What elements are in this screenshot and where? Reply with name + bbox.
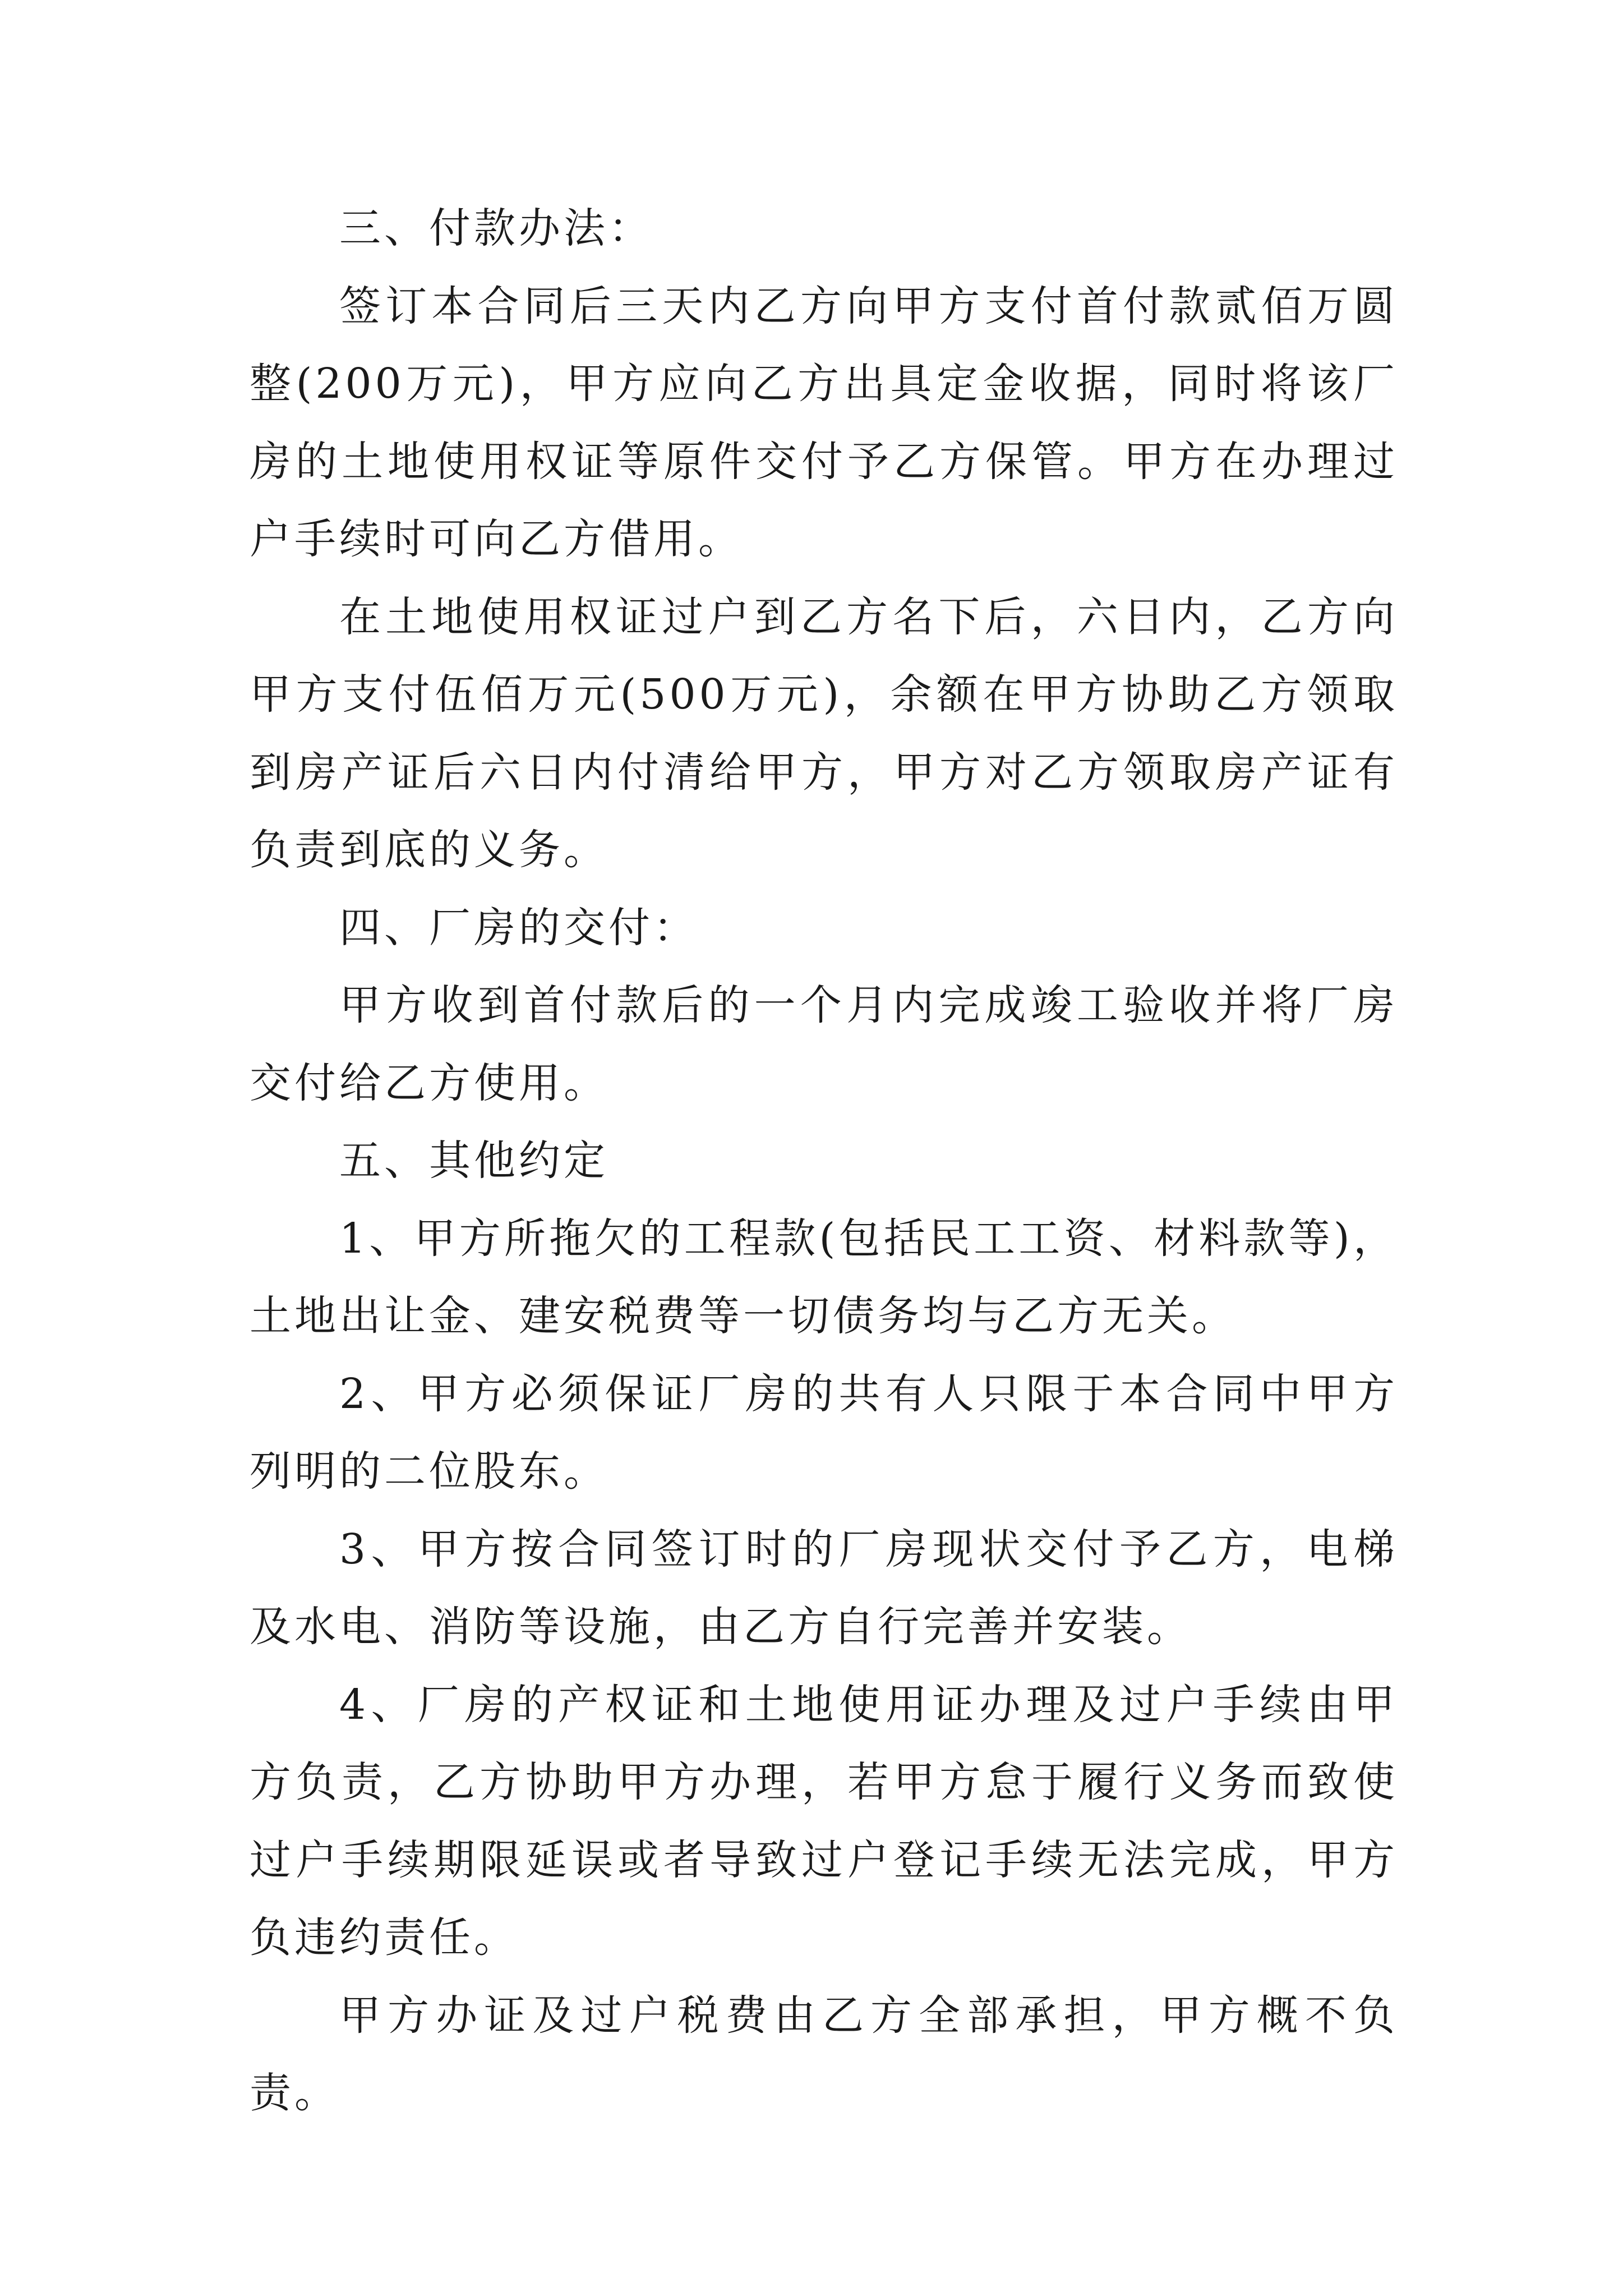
paragraph-tax-fees: 甲方办证及过户税费由乙方全部承担，甲方概不负责。 <box>250 1991 1398 2117</box>
clause-3: 3、甲方按合同签订时的厂房现状交付予乙方，电梯及水电、消防等设施，由乙方自行完善并安装。 <box>250 1525 1398 1651</box>
clause-2: 2、甲方必须保证厂房的共有人只限于本合同中甲方列明的二位股东。 <box>250 1369 1398 1496</box>
clause-4: 4、厂房的产权证和土地使用证办理及过户手续由甲方负责，乙方协助甲方办理，若甲方怠于履行义务而致使过户手续期限延误或者导致过户登记手续无法完成，甲方负违约责任。 <box>250 1680 1398 1962</box>
section-heading-delivery: 四、厂房的交付： <box>339 903 698 952</box>
section-heading-other: 五、其他约定 <box>339 1137 608 1185</box>
paragraph-balance-payment: 在土地使用权证过户到乙方名下后，六日内，乙方向甲方支付伍佰万元(500万元)，余额在甲方协助乙方领取到房产证后六日内付清给甲方，甲方对乙方领取房产证有负责到底的义务。 <box>250 592 1398 874</box>
clause-1: 1、甲方所拖欠的工程款(包括民工工资、材料款等)，土地出让金、建安税费等一切债务均与乙方无关。 <box>250 1214 1398 1340</box>
section-heading-payment: 三、付款办法： <box>339 204 653 252</box>
contract-body <box>250 190 1398 2132</box>
paragraph-down-payment: 签订本合同后三天内乙方向甲方支付首付款贰佰万圆整(200万元)，甲方应向乙方出具定金收据，同时将该厂房的土地使用权证等原件交付予乙方保管。甲方在办理过户手续时可向乙方借用。 <box>250 282 1398 563</box>
paragraph-delivery: 甲方收到首付款后的一个月内完成竣工验收并将厂房交付给乙方使用。 <box>250 981 1398 1107</box>
